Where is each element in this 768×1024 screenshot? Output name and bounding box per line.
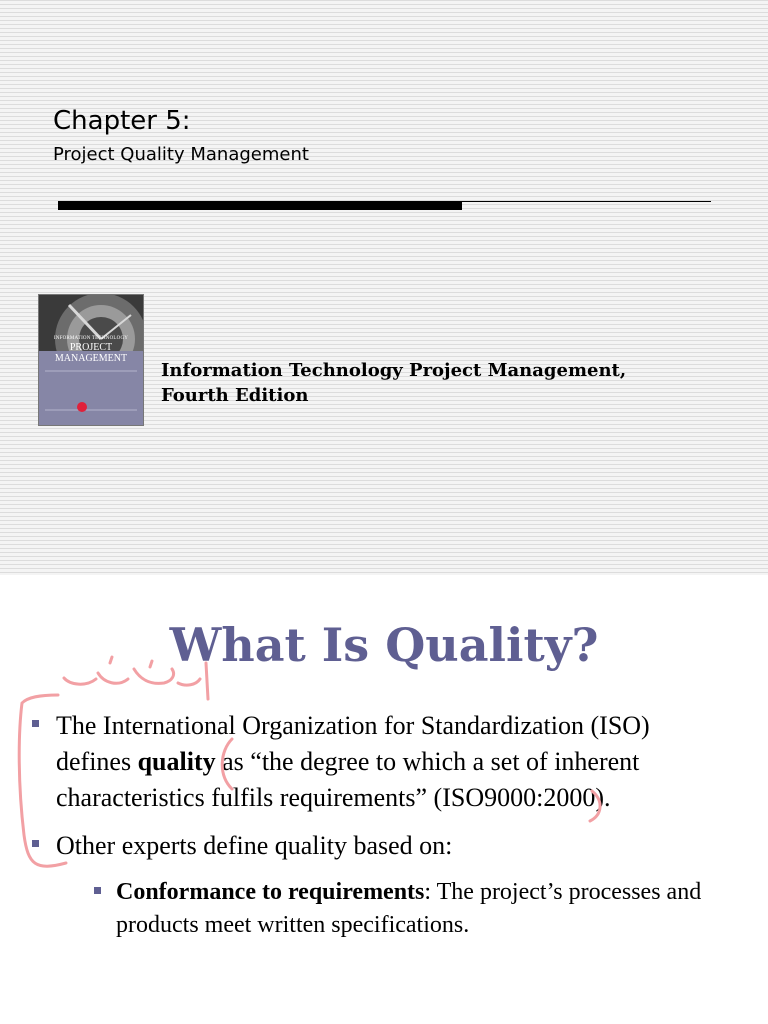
slide-title: What Is Quality? — [169, 618, 599, 672]
book-cover-title-line2: MANAGEMENT — [54, 353, 128, 364]
bullet-text-before: The International Organization for Standardization (ISO) defines — [56, 711, 650, 776]
sub-bullet-text: : The project’s processes and products meet written specifications. — [116, 879, 702, 938]
sub-bullet-item — [56, 876, 730, 942]
bullet-item — [30, 828, 730, 942]
chapter-title: Chapter 5: — [53, 106, 191, 136]
title-rule-thick — [58, 201, 462, 210]
sub-bullet-bold-term: Conformance to requirements — [116, 879, 425, 905]
bullet-text-after: as “the degree to which a set of inherent characteristics fulfils requirements” (ISO9000:2000). — [56, 747, 640, 812]
book-caption-line1: Information Technology Project Management, — [161, 360, 627, 381]
square-bullet-icon — [32, 720, 39, 727]
square-bullet-icon — [32, 840, 39, 847]
chapter-subtitle: Project Quality Management — [53, 144, 309, 165]
bullet-bold-term: quality — [137, 747, 216, 776]
square-bullet-icon — [94, 887, 101, 894]
content-slide — [0, 575, 768, 1024]
title-rule-thin — [462, 201, 711, 202]
book-caption-line2: Fourth Edition — [161, 385, 309, 406]
book-caption — [161, 358, 626, 408]
bullet-item — [30, 708, 730, 816]
bullet-list — [30, 708, 730, 942]
book-cover-image — [38, 294, 144, 426]
book-cover-series: INFORMATION TECHNOLOGY — [53, 336, 129, 341]
bullet-text: Other experts define quality based on: — [56, 831, 453, 860]
book-cover-title-line1: PROJECT — [69, 342, 113, 353]
